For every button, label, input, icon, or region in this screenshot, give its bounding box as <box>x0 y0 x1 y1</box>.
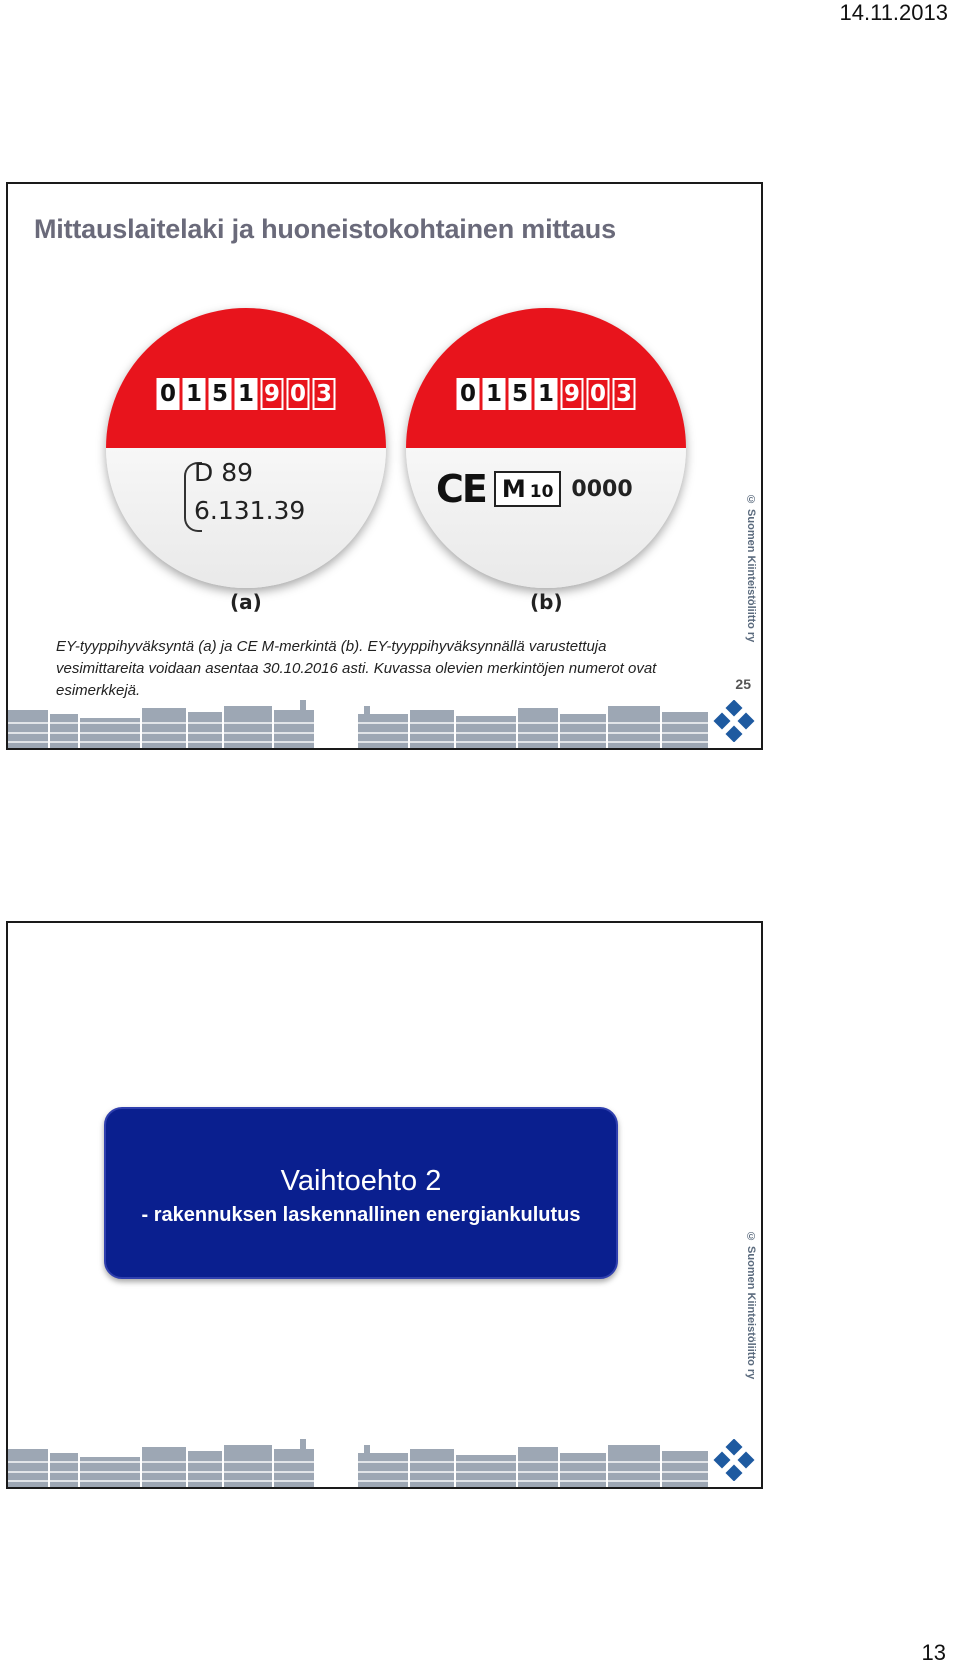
meter-digit: 1 <box>183 378 206 410</box>
meter-digit: 3 <box>313 378 336 410</box>
meter-digit: 0 <box>287 378 310 410</box>
slide-25 <box>6 182 763 750</box>
meter-digit: 5 <box>209 378 232 410</box>
meter-digit-counter <box>157 378 336 410</box>
section-title: Vaihtoehto 2 <box>280 1165 442 1197</box>
meter-digit: 0 <box>587 378 610 410</box>
association-logo-icon <box>713 1439 755 1481</box>
slide-number: 25 <box>735 676 751 692</box>
meter-a-label: (a) <box>230 590 262 614</box>
section-title-box <box>104 1107 618 1279</box>
slide-vaihtoehto-2 <box>6 921 763 1489</box>
approval-code: D 89 <box>194 458 254 487</box>
notified-body-number: 0000 <box>571 476 633 502</box>
ey-approval-marking <box>184 458 354 538</box>
meter-b-label: (b) <box>530 590 563 614</box>
city-skyline-decoration <box>8 700 708 748</box>
approval-number: 6.131.39 <box>194 496 306 525</box>
meter-digit: 9 <box>561 378 584 410</box>
meter-b <box>406 308 686 588</box>
ce-mark: CE <box>436 467 486 511</box>
page-date: 14.11.2013 <box>839 0 948 25</box>
section-subtitle: - rakennuksen laskennallinen energiankulutus <box>141 1204 581 1226</box>
copyright-mark: © Suomen Kiinteistöliitto ry <box>745 1231 757 1380</box>
meter-digit-counter <box>457 378 636 410</box>
meter-digit: 1 <box>235 378 258 410</box>
slide-caption: EY-tyyppihyväksyntä (a) ja CE M-merkintä (b). EY-tyyppihyväksynnällä varustettuja vesimittareita voidaan asentaa 30.10.2016 asti. Kuvassa olevien merkintöjen numerot ovat esimerkkejä. <box>56 638 657 699</box>
meter-digit: 1 <box>535 378 558 410</box>
city-skyline-decoration <box>8 1439 708 1487</box>
metrology-year: 10 <box>529 482 554 502</box>
meter-a <box>106 308 386 588</box>
meter-digit: 5 <box>509 378 532 410</box>
meter-digit: 9 <box>261 378 284 410</box>
meter-digit: 3 <box>613 378 636 410</box>
association-logo-icon <box>713 700 755 742</box>
copyright-mark: © Suomen Kiinteistöliitto ry <box>745 494 757 643</box>
metrology-letter: M <box>501 475 526 503</box>
ce-m-marking <box>436 464 676 514</box>
meter-digit: 0 <box>157 378 180 410</box>
meter-digit: 0 <box>457 378 480 410</box>
slide-title: Mittauslaitelaki ja huoneistokohtainen mittaus <box>34 214 616 244</box>
page-number: 13 <box>921 1640 946 1665</box>
metrology-mark-box <box>494 471 562 507</box>
meter-digit: 1 <box>483 378 506 410</box>
